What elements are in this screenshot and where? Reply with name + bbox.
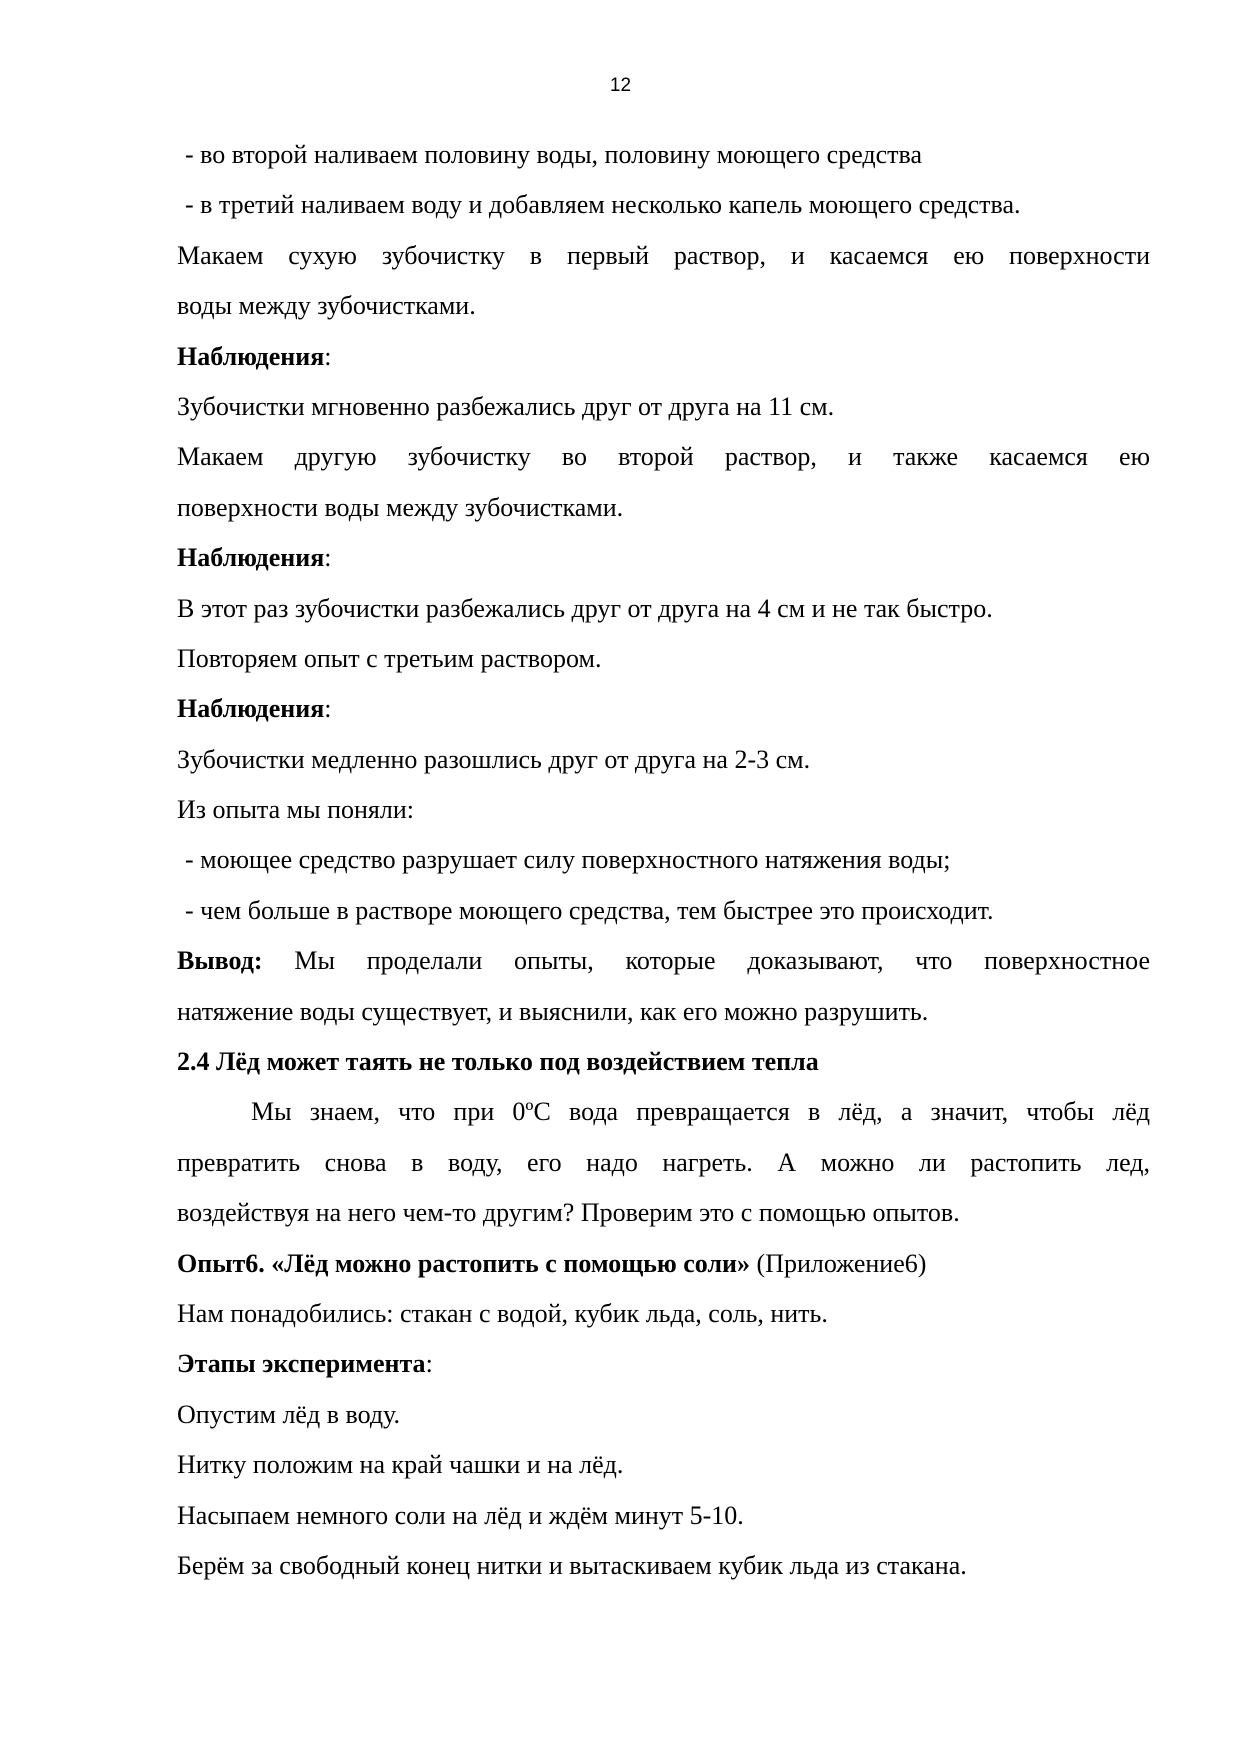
bold-label: Наблюдения xyxy=(177,694,325,724)
stages-label xyxy=(177,1339,1150,1389)
conclusion-label: Вывод: xyxy=(177,946,263,976)
paragraph-line: Повторяем опыт с третьим раствором. xyxy=(177,643,602,673)
list-item: - чем больше в растворе моющего средства, тем быстрее это происходит. xyxy=(185,895,994,925)
experiment-title-text: Опыт6. «Лёд можно растопить с помощью соли» xyxy=(177,1248,751,1278)
experiment-title xyxy=(177,1239,1150,1289)
list-item: - во второй наливаем половину воды, половину моющего средства xyxy=(185,140,923,169)
paragraph-line: натяжение воды существует, и выяснили, как его можно разрушить. xyxy=(177,996,929,1026)
paragraph-line: В этот раз зубочистки разбежались друг от друга на 4 см и не так быстро. xyxy=(177,593,993,623)
paragraph-line: Опустим лёд в воду. xyxy=(177,1399,400,1429)
section-heading-text: 2.4 Лёд может таять не только под воздействием тепла xyxy=(177,1047,819,1077)
observations-label xyxy=(177,332,1150,382)
paragraph-line: Нам понадобились: стакан с водой, кубик льда, соль, нить. xyxy=(177,1298,828,1328)
list-item: - в третий наливаем воду и добавляем несколько капель моющего средства. xyxy=(185,190,1021,220)
observations-label xyxy=(177,684,1150,734)
paragraph-line: Мы знаем, что при 0ºC вода превращается в лёд, а значит, чтобы лёд xyxy=(251,1097,1150,1127)
paragraph-line: Берём за свободный конец нитки и вытаскиваем кубик льда из стакана. xyxy=(177,1550,967,1580)
paragraph-line: Нитку положим на край чашки и на лёд. xyxy=(177,1450,624,1480)
bold-label: Наблюдения xyxy=(177,341,325,371)
paragraph-line: превратить снова в воду, его надо нагреть. А можно ли растопить лед, xyxy=(177,1147,1150,1177)
paragraph-line: Макаем другую зубочистку во второй раствор, и также касаемся ею xyxy=(177,442,1150,472)
paragraph-line: поверхности воды между зубочистками. xyxy=(177,492,624,522)
observations-label xyxy=(177,533,1150,583)
conclusion-line xyxy=(177,936,1150,986)
bold-label: Этапы эксперимента xyxy=(177,1349,426,1379)
paragraph-line: воды между зубочистками. xyxy=(177,291,476,321)
document-body xyxy=(177,130,1150,1591)
paragraph-line: воздействуя на него чем-то другим? Проверим это с помощью опытов. xyxy=(177,1198,960,1228)
appendix-reference: (Приложение6) xyxy=(750,1248,927,1278)
section-heading xyxy=(177,1037,1150,1087)
label-colon: : xyxy=(425,1349,433,1379)
label-colon: : xyxy=(324,543,332,573)
label-colon: : xyxy=(324,341,332,371)
paragraph-line: Зубочистки медленно разошлись друг от друга на 2-3 см. xyxy=(177,744,811,774)
bold-label: Наблюдения xyxy=(177,543,325,573)
paragraph-line: Макаем сухую зубочистку в первый раствор, и касаемся ею поверхности xyxy=(177,240,1150,270)
label-colon: : xyxy=(324,694,332,724)
paragraph-line: Зубочистки мгновенно разбежались друг от друга на 11 см. xyxy=(177,391,835,421)
list-item: - моющее средство разрушает силу поверхностного натяжения воды; xyxy=(185,845,951,875)
paragraph-line: Из опыта мы поняли: xyxy=(177,795,414,825)
conclusion-text: Мы проделали опыты, которые доказывают, что поверхностное xyxy=(262,946,1150,976)
page-number: 12 xyxy=(609,75,632,96)
paragraph-line: Насыпаем немного соли на лёд и ждём минут 5-10. xyxy=(177,1500,744,1530)
